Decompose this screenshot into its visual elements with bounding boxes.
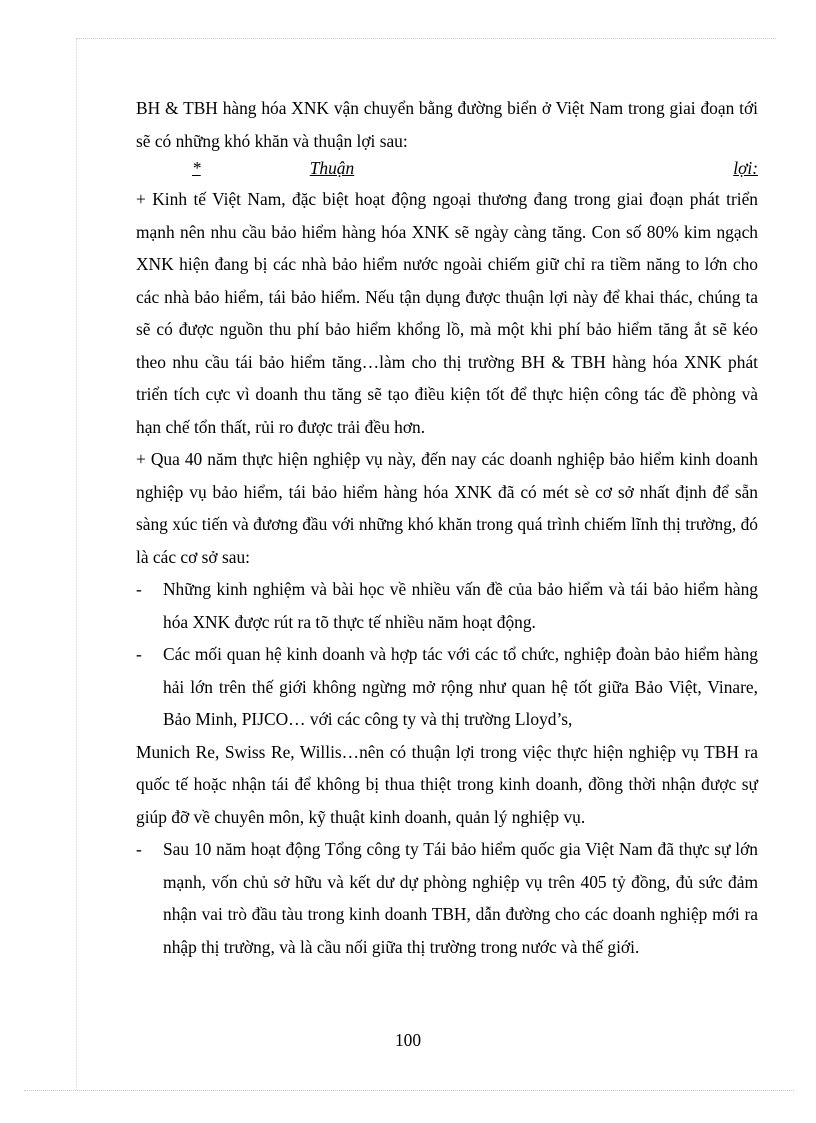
bullet-text: Những kinh nghiệm và bài học về nhiều vấn đề của bảo hiểm và tái bảo hiểm hàng hóa XNK được rút ra tõ thực tế nhiều năm hoạt động. bbox=[163, 579, 758, 632]
section-heading bbox=[136, 154, 758, 183]
bullet-dash: - bbox=[136, 644, 142, 664]
heading-star: * bbox=[192, 158, 201, 178]
bullet-dash: - bbox=[136, 579, 142, 599]
bullet-dash: - bbox=[136, 839, 142, 859]
page-border-bottom bbox=[24, 1090, 794, 1091]
paragraph-advantages-experience: + Qua 40 năm thực hiện nghiệp vụ này, đến nay các doanh nghiệp bảo hiểm kinh doanh nghiệp vụ bảo hiểm, tái bảo hiểm hàng hóa XNK đã có mét sè cơ sở nhất định để sẵn sàng xúc tiến và đương đầu với những khó khăn trong quá trình chiếm lĩnh thị trường, đó là các cơ sở sau: bbox=[136, 449, 758, 567]
bullet-item bbox=[136, 638, 758, 736]
bullet-continuation: Munich Re, Swiss Re, Willis…nên có thuận lợi trong việc thực hiện nghiệp vụ TBH ra quốc tế hoặc nhận tái để không bị thua thiệt trong kinh doanh, đồng thời nhận được sự giúp đỡ về chuyên môn, kỹ thuật kinh doanh, quản lý nghiệp vụ. bbox=[136, 741, 758, 827]
bullet-item bbox=[136, 833, 758, 963]
page-border-left bbox=[76, 38, 77, 1090]
paragraph-advantages-economy: + Kinh tế Việt Nam, đặc biệt hoạt động ngoại thương đang trong giai đoạn phát triển mạnh nên nhu cầu bảo hiểm hàng hóa XNK sẽ ngày càng tăng. Con số 80% kim ngạch XNK hiện đang bị các nhà bảo hiểm nước ngoài chiếm giữ chỉ ra tiềm năng to lớn cho các nhà bảo hiểm, tái bảo hiểm. Nếu tận dụng được thuận lợi này để khai thác, chúng ta sẽ có được nguồn thu phí bảo hiểm khổng lồ, mà một khi phí bảo hiểm tăng ắt sẽ kéo theo nhu cầu tái bảo hiểm tăng…làm cho thị trường BH & TBH hàng hóa XNK phát triển tích cực vì doanh thu tăng sẽ tạo điều kiện tốt để thực hiện công tác đề phòng và hạn chế tổn thất, rủi ro được trải đều hơn. bbox=[136, 189, 758, 437]
bullet-item bbox=[136, 573, 758, 638]
bullet-text: Các mối quan hệ kinh doanh và hợp tác với các tổ chức, nghiệp đoàn bảo hiểm hàng hải lớn trên thế giới không ngừng mở rộng như quan hệ tốt giữa Bảo Việt, Vinare, Bảo Minh, PIJCO… với các công ty và thị trường Lloyd’s, bbox=[163, 644, 758, 729]
heading-word-1: Thuận bbox=[309, 158, 355, 178]
intro-paragraph: BH & TBH hàng hóa XNK vận chuyển bằng đường biển ở Việt Nam trong giai đoạn tới sẽ có những khó khăn và thuận lợi sau: bbox=[136, 98, 758, 151]
bullet-text: Sau 10 năm hoạt động Tổng công ty Tái bảo hiểm quốc gia Việt Nam đã thực sự lớn mạnh, vốn chủ sở hữu và kết dư dự phòng nghiệp vụ trên 405 tỷ đồng, đủ sức đảm nhận vai trò đầu tàu trong kinh doanh TBH, dẫn đường cho các doanh nghiệp mới ra nhập thị trường, và là cầu nối giữa thị trường trong nước và thế giới. bbox=[163, 839, 758, 957]
heading-word-2: lợi: bbox=[733, 158, 758, 178]
page-border-top bbox=[76, 38, 776, 39]
document-body bbox=[136, 92, 758, 963]
page-number: 100 bbox=[394, 1030, 422, 1050]
